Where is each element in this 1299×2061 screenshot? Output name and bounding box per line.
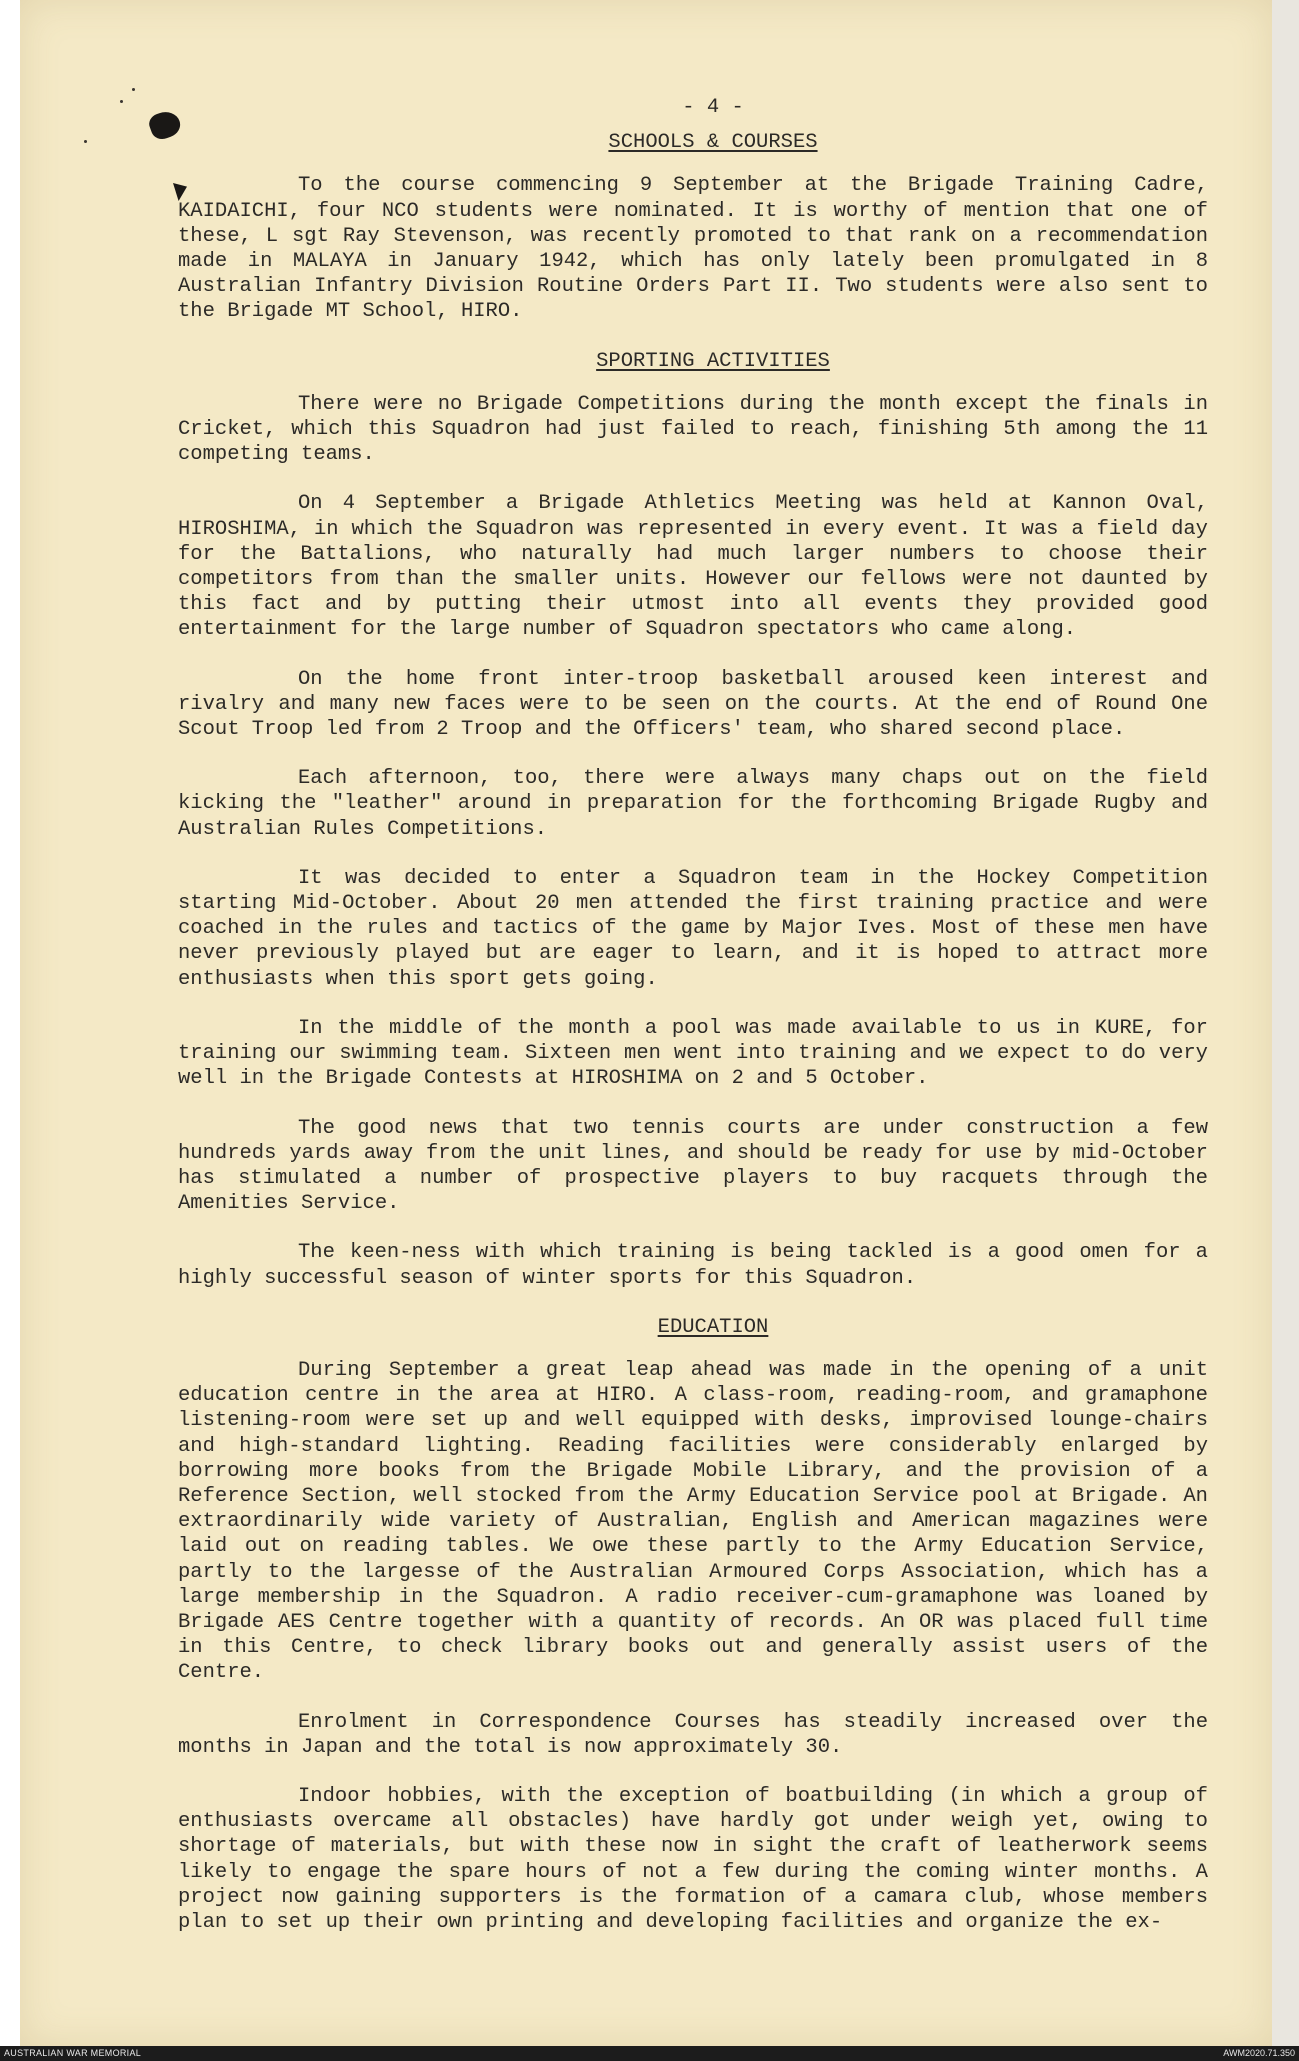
archive-reference: AWM2020.71.350 [1223, 2048, 1295, 2058]
archive-credit: AUSTRALIAN WAR MEMORIAL [4, 2048, 142, 2058]
section-heading-schools: SCHOOLS & COURSES [608, 131, 818, 155]
paragraph: Each afternoon, too, there were always many chaps out on the field kicking the "leather" around in preparation for the forthcoming Brigade Rugby and Australian Rules Competitions. [178, 767, 1208, 841]
section-heading-education: EDUCATION [657, 1315, 769, 1339]
paragraph: It was decided to enter a Squadron team in the Hockey Competition starting Mid-October. About 20 men attended the first training practice and were coached in the rules and tactics of the game by Major Ives. Most of these men have never previously played but are eager to learn, and it is hoped to attract more enthusiasts when this sport gets going. [178, 866, 1208, 991]
speck [132, 88, 135, 91]
paragraph: In the middle of the month a pool was made available to us in KURE, for training our swimming team. Sixteen men went into training and we expect to do very well in the Brigade Contests at HIROSHIMA on 2 and 5 October. [178, 1016, 1208, 1091]
paragraph: On the home front inter-troop basketball aroused keen interest and rivalry and many new faces were to be seen on the courts. At the end of Round One Scout Troop led from 2 Troop and the Officers' team, who shared second place. [178, 667, 1208, 742]
page-number: - 4 - [682, 96, 744, 119]
paragraph: The keen-ness with which training is being tackled is a good omen for a highly successful season of winter sports for this Squadron. [178, 1241, 1208, 1290]
section-heading-sporting: SPORTING ACTIVITIES [596, 349, 830, 373]
speck [120, 100, 123, 103]
paragraph: The good news that two tennis courts are under construction a few hundreds yards away from the unit lines, and should be ready for use by mid-October has stimulated a number of prospective players to buy racquets through the Amenities Service. [178, 1116, 1208, 1216]
archive-footer [0, 2046, 1299, 2061]
paragraph: There were no Brigade Competitions during the month except the finals in Cricket, which this Squadron had just failed to reach, finishing 5th among the 11 competing teams. [178, 392, 1208, 467]
paragraph: To the course commencing 9 September at the Brigade Training Cadre, KAIDAICHI, four NCO students were nominated. It is worthy of mention that one of these, L sgt Ray Stevenson, was recently promoted to that rank on a recommendation made in MALAYA in January 1942, which has only lately been promulgated in 8 Australian Infantry Division Routine Orders Part II. Two students were also sent to the Brigade MT School, HIRO. [178, 174, 1208, 324]
paragraph: During September a great leap ahead was made in the opening of a unit education centre in the area at HIRO. A class-room, reading-room, and gramaphone listening-room were set up and well equipped with desks, improvised lounge-chairs and high-standard lighting. Reading facilities were considerably enlarged by borrowing more books from the Brigade Mobile Library, and the provision of a Reference Section, well stocked from the Army Education Service pool at Brigade. An extraordinarily wide variety of Australian, English and American magazines were laid out on reading tables. We owe these partly to the Army Education Service, partly to the largesse of the Australian Armoured Corps Association, which has a large membership in the Squadron. A radio receiver-cum-gramaphone was loaned by Brigade AES Centre together with a quantity of records. An OR was placed full time in this Centre, to check library books out and generally assist users of the Centre. [178, 1358, 1208, 1685]
speck [84, 140, 87, 143]
page-edge [1272, 0, 1299, 2046]
typed-page-content [178, 80, 1208, 1959]
paragraph: On 4 September a Brigade Athletics Meeting was held at Kannon Oval, HIROSHIMA, in which the Squadron was represented in every event. It was a field day for the Battalions, who naturally had much larger numbers to choose their competitors from than the smaller units. However our fellows were not daunted by this fact and by putting their utmost into all events they provided good entertainment for the large number of Squadron spectators who came along. [178, 492, 1208, 642]
paragraph: Indoor hobbies, with the exception of boatbuilding (in which a group of enthusiasts overcame all obstacles) have hardly got under weigh yet, owing to shortage of materials, but with these now in sight the craft of leatherwork seems likely to engage the spare hours of not a few during the coming winter months. A project now gaining supporters is the formation of a camara club, whose members plan to set up their own printing and developing facilities and organize the ex- [178, 1784, 1208, 1934]
paragraph: Enrolment in Correspondence Courses has steadily increased over the months in Japan and the total is now approximately 30. [178, 1710, 1208, 1759]
